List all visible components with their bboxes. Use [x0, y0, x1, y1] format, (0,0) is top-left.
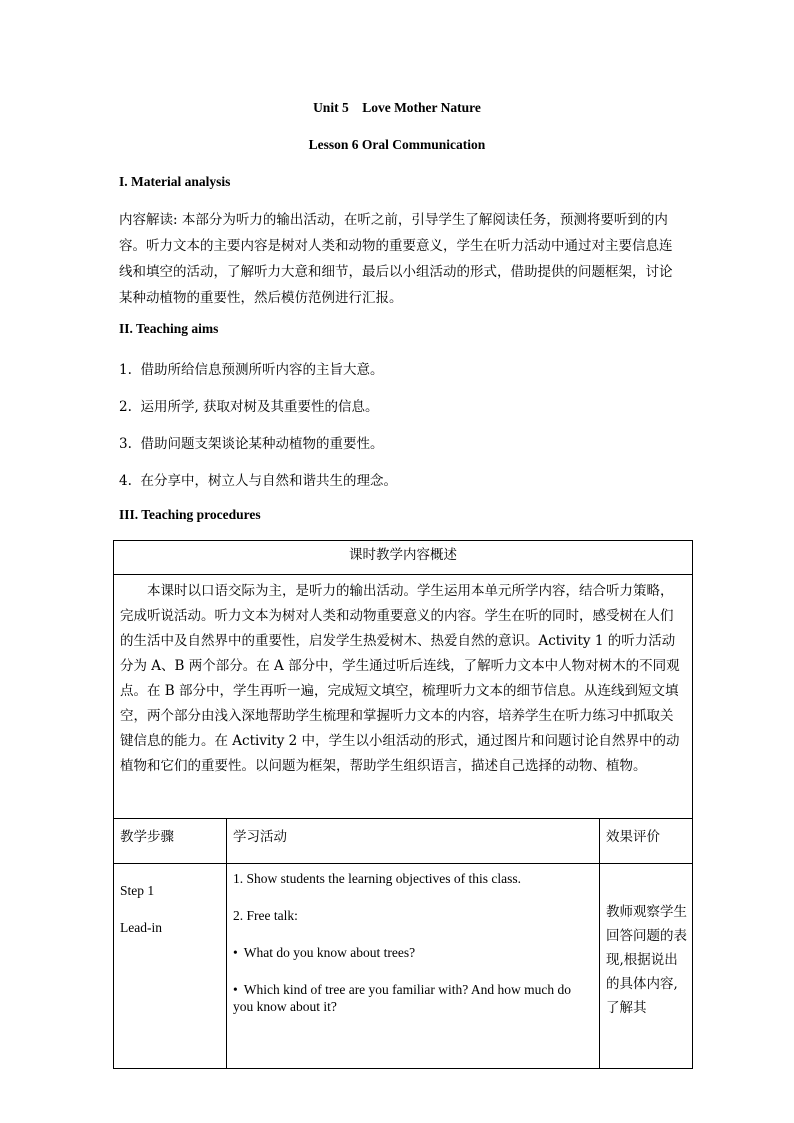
- aim-item: 4. 在分享中，树立人与自然和谐共生的理念。: [119, 473, 397, 489]
- header-evaluation: 效果评价: [600, 819, 693, 864]
- evaluation-cell: 教师观察学生回答问题的表现,根据说出的具体内容,了解其: [600, 864, 693, 1069]
- activity-bullet: • Which kind of tree are you familiar with? And how much do you know about it?: [233, 981, 593, 1015]
- activity-bullet: • What do you know about trees?: [233, 944, 593, 961]
- step-cell: [114, 864, 227, 1069]
- overview-title: 课时教学内容概述: [114, 541, 693, 575]
- activity-cell: [227, 864, 600, 1069]
- step-number: Step 1: [120, 883, 155, 898]
- aim-item: 1. 借助所给信息预测所听内容的主旨大意。: [119, 362, 384, 378]
- material-heading: I. Material analysis: [119, 174, 231, 189]
- material-text: 内容解读: 本部分为听力的输出活动，在听之前，引导学生了解阅读任务，预测将要听到的内容。听力文本的主要内容是树对人类和动物的重要意义，学生在听力活动中通过对主要信息连线和填空的活动，了解听力大意和细节，最后以小组活动的形式，借助提供的问题框架，讨论某种动植物的重要性，然后模仿范例进行汇报。: [119, 212, 673, 306]
- activity-item: 2. Free talk:: [233, 908, 298, 923]
- header-step: 教学步骤: [114, 819, 227, 864]
- aims-heading: II. Teaching aims: [119, 321, 219, 336]
- aim-item: 3. 借助问题支架谈论某种动植物的重要性。: [119, 436, 384, 452]
- step-name: Lead-in: [120, 920, 162, 935]
- header-activity: 学习活动: [227, 819, 600, 864]
- procedures-heading: III. Teaching procedures: [119, 507, 261, 522]
- procedures-table: [113, 540, 693, 1069]
- activity-item: 1. Show students the learning objectives of this class.: [233, 871, 521, 886]
- lesson-title: Lesson 6 Oral Communication: [308, 137, 486, 152]
- overview-text: 本课时以口语交际为主，是听力的输出活动。学生运用本单元所学内容，结合听力策略，完成听说活动。听力文本为树对人类和动物重要意义的内容。学生在听的同时，感受树在人们的生活中及自然界中的重要性，启发学生热爱树木、热爱自然的意识。Activity 1 的听力活动分为 A、B 两个部分。在 A 部分中，学生通过听后连线，了解听力文本中人物对树木的不同观点。在 B 部分中，学生再听一遍，完成短文填空，梳理听力文本的细节信息。从连线到短文填空，两个部分由浅入深地帮助学生梳理和掌握听力文本的内容，培养学生在听力练习中抓取关键信息的能力。在 Activity 2 中，学生以小组活动的形式，通过图片和问题讨论自然界中的动植物和它们的重要性。以问题为框架，帮助学生组织语言，描述自己选择的动物、植物。: [114, 575, 693, 819]
- unit-title: Unit 5 Love Mother Nature: [313, 100, 481, 115]
- aim-item: 2. 运用所学, 获取对树及其重要性的信息。: [119, 399, 379, 415]
